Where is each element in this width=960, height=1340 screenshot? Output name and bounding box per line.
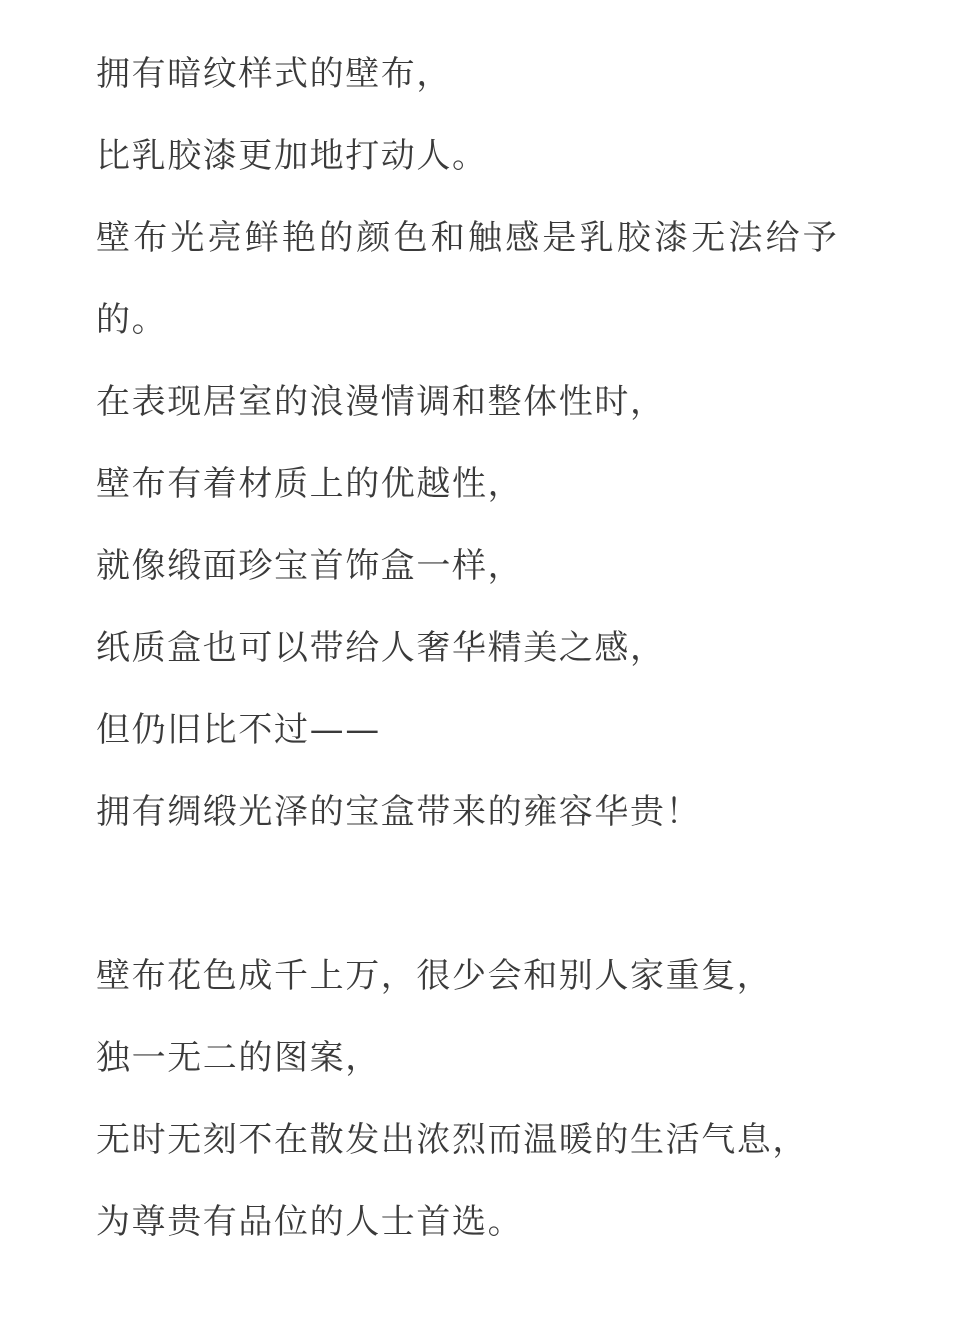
text-line: 壁布有着材质上的优越性，	[96, 464, 524, 504]
article-body	[96, 44, 896, 1274]
text-line: 为尊贵有品位的人士首选。	[96, 1202, 524, 1242]
text-line: 壁布花色成千上万，很少会和别人家重复，	[96, 956, 773, 996]
paragraph-1	[96, 44, 896, 864]
text-line: 独一无二的图案，	[96, 1038, 381, 1078]
text-line: 比乳胶漆更加地打动人。	[96, 136, 488, 176]
text-line: 但仍旧比不过——	[96, 710, 381, 750]
text-line: 拥有暗纹样式的壁布，	[96, 54, 452, 94]
text-line: 壁布光亮鲜艳的颜色和触感是乳胶漆无法给予	[96, 218, 840, 258]
text-line: 的。	[96, 300, 168, 340]
text-line: 就像缎面珍宝首饰盒一样，	[96, 546, 524, 586]
paragraph-spacer	[96, 864, 896, 946]
text-line: 纸质盒也可以带给人奢华精美之感，	[96, 628, 666, 668]
text-line: 拥有绸缎光泽的宝盒带来的雍容华贵！	[96, 792, 702, 832]
text-line: 无时无刻不在散发出浓烈而温暖的生活气息，	[96, 1120, 808, 1160]
text-line: 在表现居室的浪漫情调和整体性时，	[96, 382, 666, 422]
paragraph-2	[96, 946, 896, 1274]
